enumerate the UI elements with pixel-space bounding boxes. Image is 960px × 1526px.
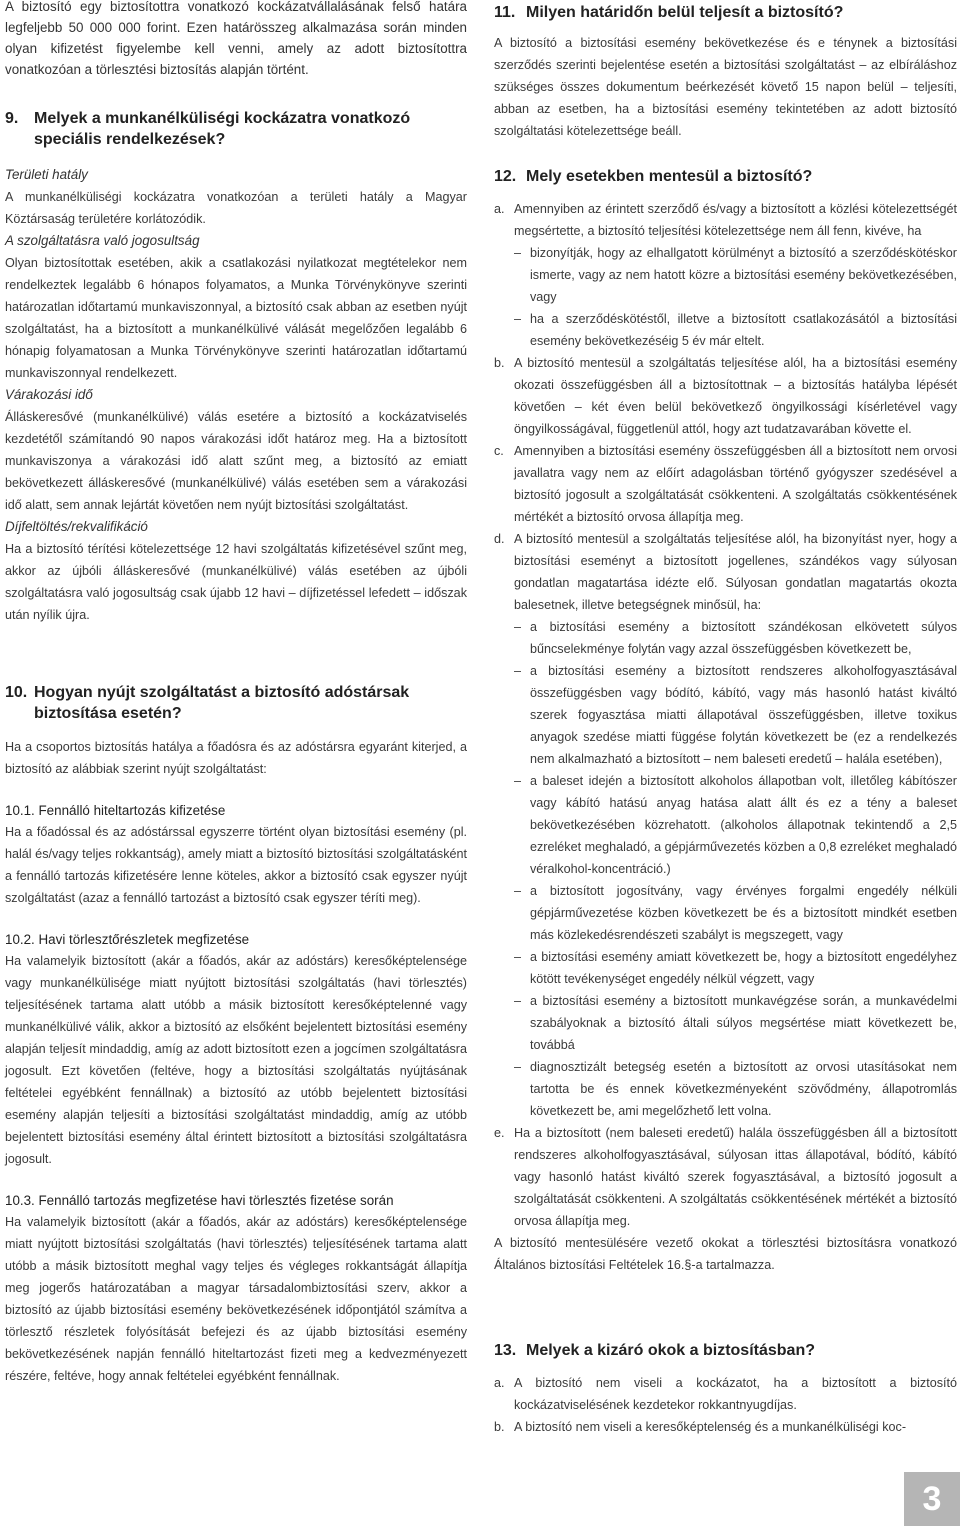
section-12-heading [494,166,957,187]
section-11-number: 11. [494,4,516,21]
dash-marker: – [514,664,522,678]
subsection-10-3-paragraph: Ha valamelyik biztosított (akár a főadós, akár az adóstárs) keresőképtelensége miatt nyújtott biztosítási szolgáltatás (havi törlesztés) teljesítésének tartama alatt utóbb a másik biztosított meghal vagy teljes és végleges rokkantságát állapítja meg jogerős határozatában a magyar társadalombiztosítási szerv, akkor a biztosító az újabb biztosítási esemény bekövetkezésének időpontjától számítva a törlesztő részletek folyósítását befejezi és az újabb biztosítási esemény bekövetkezésének napján fennálló hiteltartozást fizeti meg a kedvezményezett részére, feltéve, hogy annak feltételei egyébként fennállnak. [5,1215,467,1383]
subsection-10-1-paragraph: Ha a főadóssal és az adóstárssal egyszerre történt olyan biztosítási esemény (pl. halál és/vagy teljes rokkantság), amely miatt a biztosító biztosítási szolgáltatásként a fennálló tartozás kifizetésére lenne köteles, akkor a biztosító csak egyszer nyújt szolgáltatást (azaz a fennálló tartozást a biztosító csak egyszer téríti meg). [5,825,467,905]
intro-paragraph: A biztosító egy biztosítottra vonatkozó kockázatvállalásának felső határa legfeljebb 50 000 000 forint. Ezen határösszeg alkalmazása során minden olyan kifizetést figyelembe kell venni, amely az adott biztosítottra vonatkozóan a törlesztési biztosítás alapján történt. [5,0,467,77]
exemption-a-dash-2-text: ha a szerződéskötéstől, illetve a biztosított csatlakozásától a biztosítási esemény bekövetkezéséig 5 év már eltelt. [530,312,957,348]
requalification-paragraph: Ha a biztosító térítési kötelezettsége 12 havi szolgáltatás kifizetésével szűnt meg, akkor az újbóli álláskeresővé (munkanélkülivé) válás esetében az újbóli szolgáltatásra való jogosultság csak újabb 12 havi – díjfizetéssel lefedett – időszak után nyílik újra. [5,542,467,622]
territorial-scope-paragraph: A munkanélküliségi kockázatra vonatkozóan a területi hatály a Magyar Köztársaság területére korlátozódik. [5,190,467,226]
section-12-body [494,198,957,1276]
dash-marker: – [514,884,522,898]
subsection-10-3-title: 10.3. Fennálló tartozás megfizetése havi törlesztés fizetése során [5,1193,394,1208]
eligibility-paragraph: Olyan biztosítottak esetében, akik a csatlakozási nyilatkozat megtételekor nem rendelkeztek legalább 6 hónapos folyamatos, a Munka Törvénykönyve szerinti határozatlan időtartamú munkaviszonnyal, a biztosító csak abban az esetben nyújt szolgáltatást, ha a biztosított a munkanélkülivé válását megelőzően legalább 6 hónapig folyamatosan a Munka Törvénykönyve szerinti határozatlan időtartamú munkaviszonnyal rendelkezett. [5,256,467,380]
exemption-a-dash-1 [494,242,957,308]
subheading-requalification: Díjfeltöltés/rekvalifikáció [5,519,148,534]
section-13-number: 13. [494,1342,517,1359]
section-10-title: Hogyan nyújt szolgáltatást a biztosító adóstársak biztosítása esetén? [34,684,410,722]
subheading-waiting-period: Várakozási idő [5,387,93,402]
section-9-title: Melyek a munkanélküliségi kockázatra vonatkozó speciális rendelkezések? [34,110,411,148]
exemption-a-dash-2 [494,308,957,352]
exemption-d-dash-2-text: a biztosítási esemény a biztosított rendszeres alkoholfogyasztásával összefüggésben vagy bódító, kábító, vagy más hasonló hatást kiváltó szerek fogyasztása miatti állapotával összefüggésben, illetve toxikus anyagok szedése miatti függése folytán következett be (ez a rendelkezés nem alkalmazható a biztosított – nem baleseti eredetű – halála esetében), [530,664,957,766]
exemption-item-e-text: Ha a biztosított (nem baleseti eredetű) halála összefüggésben áll a biztosított rendszeres alkoholfogyasztásával, súlyosan ittas állapotával, bódító, kábító vagy hasonló hatást kiváltó szerek fogyasztásával, a biztosító jogosult a szolgáltatását csökkenteni. A szolgáltatás csökkentésének mértékét a biztosító orvosa állapítja meg. [514,1126,957,1228]
list-marker: c. [494,444,504,458]
exemption-item-c [494,440,957,528]
exemption-d-dash-6-text: a biztosítási esemény a biztosított munkavégzése során, a munkavédelmi szabályoknak a biztosító általi súlyos megsértése miatt következett be, továbbá [530,994,957,1052]
exemption-item-d [494,528,957,616]
section-10-intro-paragraph: Ha a csoportos biztosítás hatálya a főadósra és az adóstársra egyaránt kiterjed, a biztosító az alábbiak szerint nyújt szolgáltatást: [5,740,467,776]
dash-marker: – [514,994,522,1008]
exclusion-item-b [494,1416,957,1438]
exemption-d-dash-3 [494,770,957,880]
page-number-badge: 3 [904,1472,960,1526]
subsection-10-2-paragraph: Ha valamelyik biztosított (akár a főadós, akár az adóstárs) keresőképtelensége vagy munkanélkülisége miatt nyújtott biztosítási szolgáltatás (havi törlesztés) teljesítésének tartama alatt utóbb a másik biztosított keresőképtelenné vagy munkanélkülivé válik, akkor a biztosító az elsőként bejelentett biztosítási esemény alapján teljesít mindaddig, amíg az adott biztosított ezen a jogcímen szolgáltatásra jogosult. Ezt követően (feltéve, hogy a biztosítási szolgáltatás nyújtásának feltételei egyébként fennállnak) a biztosító az utóbb bejelentett biztosítási esemény alapján teljesíti a biztosítási szolgáltatást mindaddig, amíg az utóbb bejelentett biztosítási esemény által érintett biztosított a biztosítási szolgáltatásra jogosult. [5,954,467,1166]
exclusion-item-b-text: A biztosító nem viseli a keresőképtelenség és a munkanélküliségi koc- [514,1420,907,1434]
exemption-item-c-text: Amennyiben a biztosítási esemény összefüggésben áll a biztosított nem orvosi javallatra vagy nem az előírt adagolásban történő gyógyszer szedésével a biztosító jogosult a szolgáltatását csökkenteni. A szolgáltatás csökkentésének mértékét a biztosító orvosa állapítja meg. [514,444,957,524]
exemption-item-a-text: Amennyiben az érintett szerződő és/vagy a biztosított a közlési kötelezettségét megsértette, a biztosító teljesítési kötelezettsége nem áll fenn, kivéve, ha [514,202,957,238]
dash-marker: – [514,312,522,326]
dash-marker: – [514,246,522,260]
exclusion-item-a [494,1372,957,1416]
list-marker: b. [494,356,505,370]
exemption-d-dash-6 [494,990,957,1056]
exemption-d-dash-1-text: a biztosítási esemény a biztosított szándékosan elkövetett súlyos bűncselekménye folytán vagy azzal összefüggésben következett be, [530,620,957,656]
exemption-d-dash-1 [494,616,957,660]
exemption-d-dash-3-text: a baleset idején a biztosított alkoholos állapotban volt, illetőleg kábítószer vagy kábító hatású anyag hatása alatt állt és ez a tény a baleset bekövetkezésében közrehatott. (alkoholos állapotnak tekintendő a 2,5 ezreléket meghaladó, a gépjárművezetés közben a 0,8 ezreléket meghaladó véralkohol-koncentráció.) [530,774,957,876]
section-10-body [5,736,467,1387]
list-marker: d. [494,532,505,546]
section-9-body [5,164,467,626]
exemption-a-dash-1-text: bizonyítják, hogy az elhallgatott körülményt a biztosító a szerződéskötéskor ismerte, vagy az nem hatott közre a biztosítási esemény bekövetkezésében, vagy [530,246,957,304]
section-13-heading [494,1340,957,1361]
section-11-paragraph: A biztosító a biztosítási esemény bekövetkezése és e ténynek a biztosítási szerződés szerinti bejelentése esetén a biztosítási szolgáltatást – az elbíráláshoz szükséges összes dokumentum beérkezését követő 15 napon belül – teljesíti, abban az esetben, ha a biztosítási esemény tekintetében az adott biztosító szolgáltatási kötelezettsége beáll. [494,36,957,138]
list-marker: a. [494,1376,505,1390]
dash-marker: – [514,774,522,788]
section-11-title: Milyen határidőn belül teljesít a biztosító? [526,4,844,21]
list-marker: a. [494,202,505,216]
waiting-period-paragraph: Álláskeresővé (munkanélkülivé) válás esetére a biztosító a kockázatviselés kezdetétől számítandó 90 napos várakozási időt határoz meg. Ha a biztosított munkaviszonya a várakozási idő alatt szűnt meg, a biztosító az emiatt bekövetkezett álláskeresővé (munkanélkülivé) válás esetében sem a várakozási idő alatt, sem annak lejártát követően nem nyújt biztosítási szolgáltatást. [5,410,467,512]
exemption-d-dash-2 [494,660,957,770]
exemption-d-dash-5-text: a biztosítási esemény amiatt következett be, hogy a biztosított engedélyhez kötött tevékenységet engedély nélkül végzett, vagy [530,950,957,986]
dash-marker: – [514,620,522,634]
exemption-item-b [494,352,957,440]
list-marker: e. [494,1126,505,1140]
exemption-d-dash-4 [494,880,957,946]
section-9-number: 9. [5,110,19,127]
list-marker: b. [494,1420,505,1434]
exclusion-item-a-text: A biztosító nem viseli a kockázatot, ha a biztosított a biztosító kockázatviselésének kezdetekor rokkantnyugdíjas. [514,1376,957,1412]
section-9-heading [5,108,474,150]
subheading-territorial-scope: Területi hatály [5,167,88,182]
section-12-title: Mely esetekben mentesül a biztosító? [526,168,813,185]
section-13-title: Melyek a kizáró okok a biztosításban? [526,1342,815,1359]
exemption-closing-paragraph: A biztosító mentesülésére vezető okokat a törlesztési biztosításra vonatkozó Általános biztosítási Feltételek 16.§-a tartalmazza. [494,1236,957,1272]
section-10-number: 10. [5,684,28,701]
subheading-eligibility: A szolgáltatásra való jogosultság [5,233,200,248]
section-12-number: 12. [494,168,517,185]
exemption-d-dash-7 [494,1056,957,1122]
dash-marker: – [514,950,522,964]
subsection-10-1-title: 10.1. Fennálló hiteltartozás kifizetése [5,803,226,818]
exemption-item-b-text: A biztosító mentesül a szolgáltatás teljesítése alól, ha a biztosítási esemény okozati összefüggésben áll a biztosítottnak – a biztosítás hatályba lépését követően – két éven belül bekövetkező öngyilkossági kísérletével vagy öngyilkosságával, függetlenül attól, hogy azt tudatzavarában követte el. [514,356,957,436]
exemption-item-a [494,198,957,242]
subsection-10-2-title: 10.2. Havi törlesztőrészletek megfizetése [5,932,250,947]
exemption-item-e [494,1122,957,1232]
section-10-heading [5,682,484,724]
section-11-heading [494,2,957,23]
section-13-body [494,1372,957,1438]
dash-marker: – [514,1060,522,1074]
exemption-item-d-text: A biztosító mentesül a szolgáltatás teljesítése alól, ha bizonyítást nyer, hogy a biztosítási eseményt a biztosított jogellenes, szándékos vagy súlyosan gondatlan magatartása idézte elő. Súlyosan gondatlan magatartás okozta balesetnek, illetve betegségnek minősül, ha: [514,532,957,612]
exemption-d-dash-4-text: a biztosított jogosítvány, vagy érvényes forgalmi engedély nélküli gépjárművezetése közben következett be és a biztosított mindkét esetben más közlekedésrendészeti szabályt is megszegett, vagy [530,884,957,942]
exemption-d-dash-5 [494,946,957,990]
exemption-d-dash-7-text: diagnosztizált betegség esetén a biztosított az orvosi utasításokat nem tartotta be és ennek következményeként szövődmény, állapotromlás következett be, ami megelőzhető lett volna. [530,1060,957,1118]
